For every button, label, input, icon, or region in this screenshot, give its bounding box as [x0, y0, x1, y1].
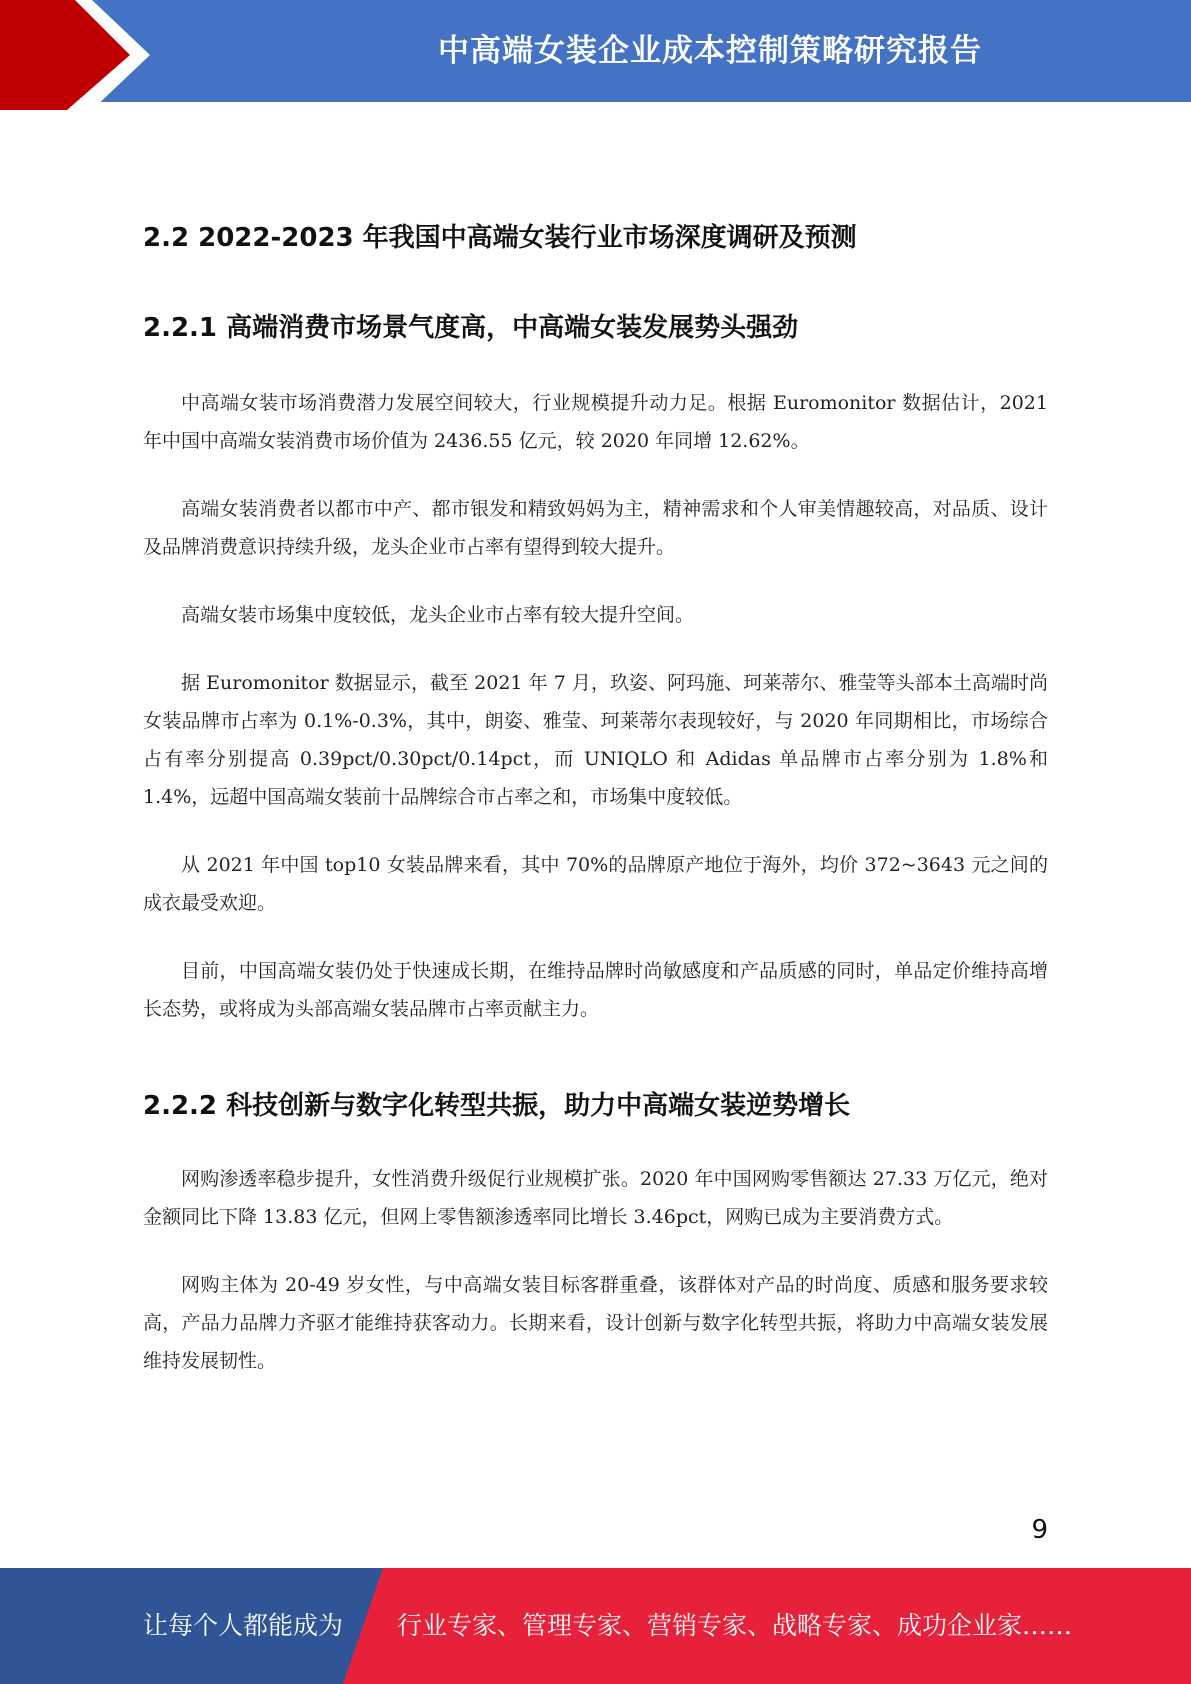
- section-heading: 2.2 2022-2023 年我国中高端女装行业市场深度调研及预测: [143, 223, 857, 253]
- page-number: 9: [1031, 1515, 1048, 1545]
- header-white-strip: [0, 102, 1191, 110]
- header-banner: [0, 0, 1191, 110]
- footer-slogan-right: 行业专家、管理专家、营销专家、战略专家、成功企业家……: [397, 1611, 1073, 1640]
- paragraph: 高端女装市场集中度较低，龙头企业市占率有较大提升空间。: [181, 604, 695, 626]
- footer-banner: [0, 1568, 1191, 1684]
- paragraph: 网购主体为 20-49 岁女性，与中高端女装目标客群重叠，该群体对产品的时尚度、质感和服务要求较高，产品力品牌力齐驱才能维持获客动力。长期来看，设计创新与数字化转型共振，将助力中高端女装发展维持发展韧性。: [143, 1274, 1048, 1372]
- paragraph: 从 2021 年中国 top10 女装品牌来看，其中 70%的品牌原产地位于海外，均价 372~3643 元之间的成衣最受欢迎。: [143, 854, 1048, 914]
- paragraph: 高端女装消费者以都市中产、都市银发和精致妈妈为主，精神需求和个人审美情趣较高，对品质、设计及品牌消费意识持续升级，龙头企业市占率有望得到较大提升。: [143, 498, 1048, 558]
- main-content: [143, 210, 1048, 1380]
- paragraph: 中高端女装市场消费潜力发展空间较大，行业规模提升动力足。根据 Euromonitor 数据估计，2021 年中国中高端女装消费市场价值为 2436.55 亿元，较 2020 年同增 12.62%。: [143, 392, 1048, 452]
- report-title: 中高端女装企业成本控制策略研究报告: [438, 33, 982, 69]
- subsection-heading-2: 2.2.2 科技创新与数字化转型共振，助力中高端女装逆势增长: [143, 1091, 851, 1121]
- paragraph: 网购渗透率稳步提升，女性消费升级促行业规模扩张。2020 年中国网购零售额达 27.33 万亿元，绝对金额同比下降 13.83 亿元，但网上零售额渗透率同比增长 3.46pct，网购已成为主要消费方式。: [143, 1168, 1048, 1228]
- subsection-heading-1: 2.2.1 高端消费市场景气度高，中高端女装发展势头强劲: [143, 313, 799, 343]
- footer-slogan-left: 让每个人都能成为: [143, 1611, 344, 1640]
- paragraph: 据 Euromonitor 数据显示，截至 2021 年 7 月，玖姿、阿玛施、珂莱蒂尔、雅莹等头部本土高端时尚女装品牌市占率为 0.1%-0.3%，其中，朗姿、雅莹、珂莱蒂尔表现较好，与 2020 年同期相比，市场综合占有率分别提高 0.39pct/0.30pct/0.14pct，而 UNIQLO 和 Adidas 单品牌市占率分别为 1.8%和 1.4%，远超中国高端女装前十品牌综合市占率之和，市场集中度较低。: [143, 672, 1048, 808]
- paragraph: 目前，中国高端女装仍处于快速成长期，在维持品牌时尚敏感度和产品质感的同时，单品定价维持高增长态势，或将成为头部高端女装品牌市占率贡献主力。: [143, 960, 1048, 1020]
